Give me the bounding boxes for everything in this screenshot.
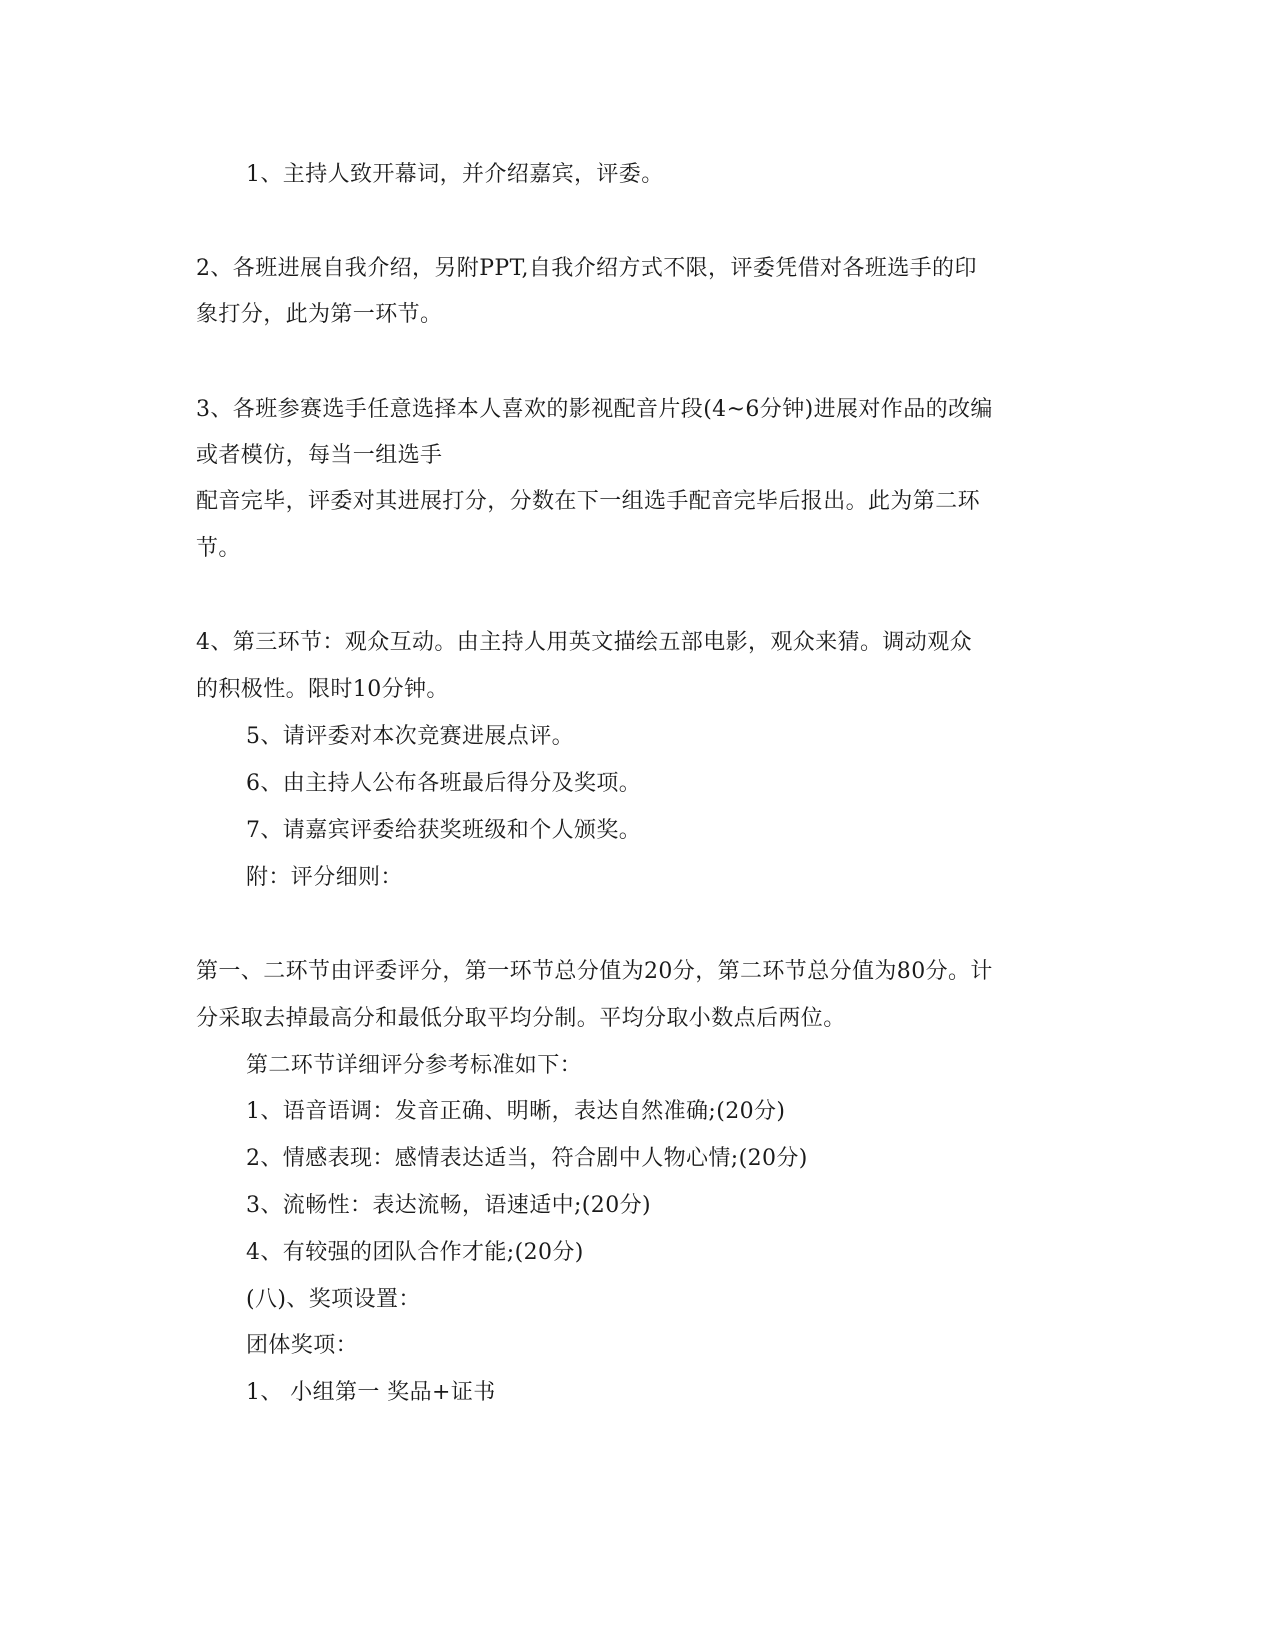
text-line: 3、各班参赛选手任意选择本人喜欢的影视配音片段(4~6分钟)进展对作品的改编 — [196, 397, 993, 422]
text-line: 6、由主持人公布各班最后得分及奖项。 — [246, 771, 642, 796]
text-line: 4、第三环节：观众互动。由主持人用英文描绘五部电影，观众来猜。调动观众 — [196, 630, 972, 655]
text-line: 或者模仿，每当一组选手 — [196, 443, 443, 468]
text-line: 2、各班进展自我介绍，另附PPT,自我介绍方式不限，评委凭借对各班选手的印 — [196, 256, 977, 281]
text-line: 1、主持人致开幕词，并介绍嘉宾，评委。 — [246, 162, 664, 187]
text-line: 分采取去掉最高分和最低分取平均分制。平均分取小数点后两位。 — [196, 1006, 846, 1031]
text-line: 第二环节详细评分参考标准如下： — [246, 1053, 583, 1078]
text-line: 2、情感表现：感情表达适当，符合剧中人物心情;(20分) — [246, 1146, 808, 1171]
text-line: 4、有较强的团队合作才能;(20分) — [246, 1240, 584, 1265]
text-line: (八)、奖项设置： — [246, 1287, 421, 1312]
text-line: 第一、二环节由评委评分，第一环节总分值为20分，第二环节总分值为80分。计 — [196, 959, 993, 984]
text-line: 象打分，此为第一环节。 — [196, 302, 443, 327]
text-line: 5、请评委对本次竞赛进展点评。 — [246, 724, 574, 749]
text-line: 7、请嘉宾评委给获奖班级和个人颁奖。 — [246, 818, 642, 843]
text-line: 1、语音语调：发音正确、明晰，表达自然准确;(20分) — [246, 1099, 786, 1124]
text-line: 配音完毕，评委对其进展打分，分数在下一组选手配音完毕后报出。此为第二环 — [196, 489, 981, 514]
text-line: 的积极性。限时10分钟。 — [196, 677, 449, 702]
text-line: 团体奖项： — [246, 1333, 359, 1358]
text-line: 节。 — [196, 536, 241, 561]
text-line: 附：评分细则： — [246, 865, 403, 890]
text-line: 1、 小组第一 奖品+证书 — [246, 1380, 496, 1405]
text-line: 3、流畅性：表达流畅，语速适中;(20分) — [246, 1193, 651, 1218]
